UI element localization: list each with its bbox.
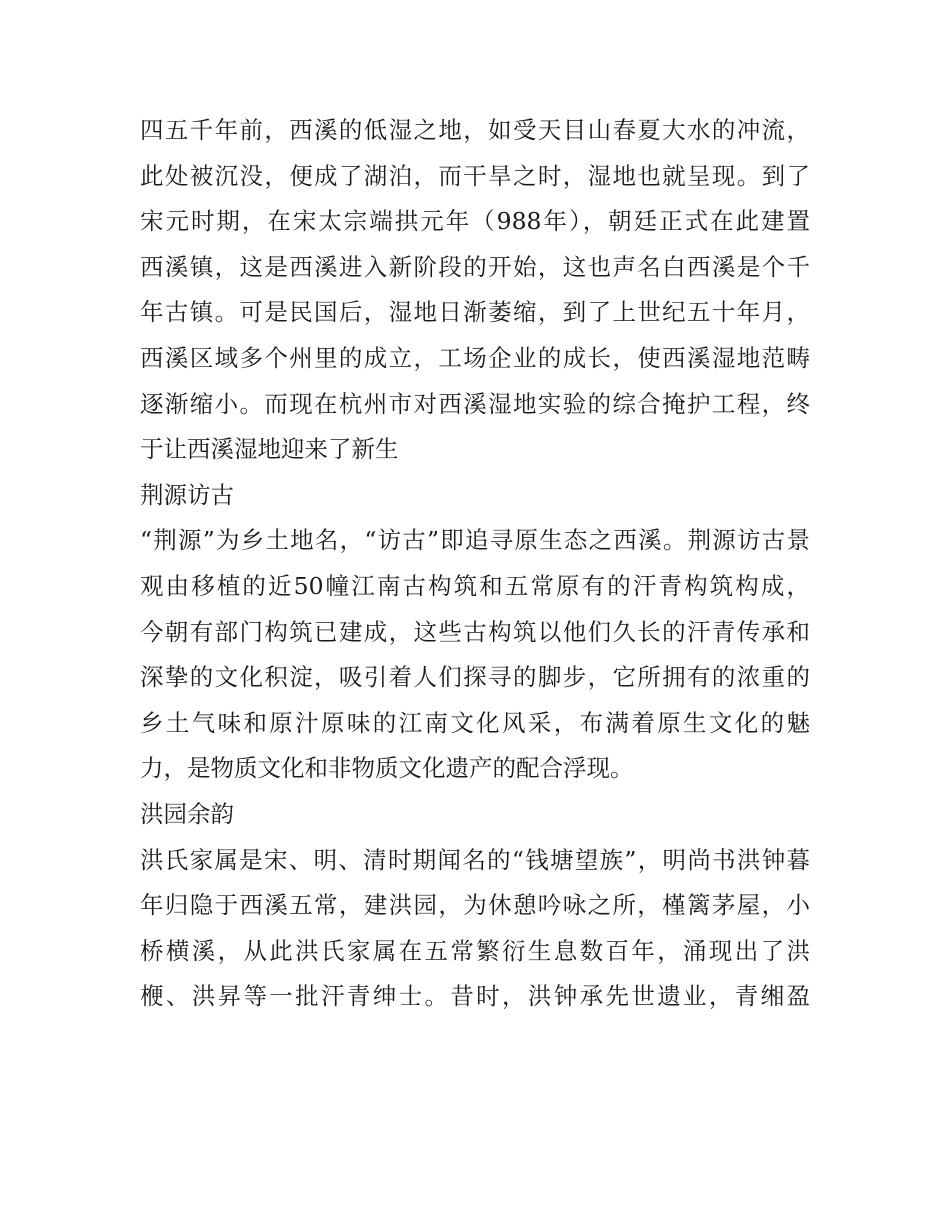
text-line: 西溪区域多个州里的成立，工场企业的成长，使西溪湿地范畴 bbox=[140, 343, 810, 372]
text-line: 桥横溪，从此洪氏家属在五常繁衍生息数百年，涌现出了洪 bbox=[140, 936, 810, 965]
text-line: 今朝有部门构筑已建成，这些古构筑以他们久长的汗青传承和 bbox=[140, 617, 810, 646]
text-line: 年古镇。可是民国后，湿地日渐萎缩，到了上世纪五十年月， bbox=[140, 298, 810, 327]
text-line: 四五千年前，西溪的低湿之地，如受天目山春夏大水的冲流， bbox=[140, 116, 810, 144]
text-line: 宋元时期，在宋太宗端拱元年（988年），朝廷正式在此建置 bbox=[140, 207, 810, 236]
text-line: 力，是物质文化和非物质文化遗产的配合浮现。 bbox=[140, 754, 634, 783]
text-line: 洪氏家属是宋、明、清时期闻名的“钱塘望族”，明尚书洪钟暮 bbox=[140, 845, 810, 874]
text-line: 楩、洪昇等一批汗青绅士。昔时，洪钟承先世遗业，青缃盈 bbox=[140, 982, 810, 1011]
text-line: 观由移植的近50幢江南古构筑和五常原有的汗青构筑构成， bbox=[140, 571, 810, 600]
body-text bbox=[140, 108, 830, 1020]
text-line: 年归隐于西溪五常，建洪园，为休憩吟咏之所，槿篱茅屋，小 bbox=[140, 891, 810, 920]
text-line: 西溪镇，这是西溪进入新阶段的开始，这也声名白西溪是个千 bbox=[140, 252, 810, 281]
text-line: 此处被沉没，便成了湖泊，而干旱之时，湿地也就呈现。到了 bbox=[140, 161, 810, 190]
text-line: 深挚的文化积淀，吸引着人们探寻的脚步，它所拥有的浓重的 bbox=[140, 663, 810, 692]
text-line: “荆源”为乡土地名，“访古”即追寻原生态之西溪。荆源访古景 bbox=[140, 526, 810, 555]
text-line: 乡土气味和原汁原味的江南文化风采，布满着原生文化的魅 bbox=[140, 708, 810, 737]
text-line: 逐渐缩小。而现在杭州市对西溪湿地实验的综合掩护工程，终 bbox=[140, 389, 810, 418]
text-line: 洪园余韵 bbox=[140, 799, 234, 828]
text-line: 荆源访古 bbox=[140, 480, 234, 509]
text-line: 于让西溪湿地迎来了新生 bbox=[140, 435, 399, 464]
